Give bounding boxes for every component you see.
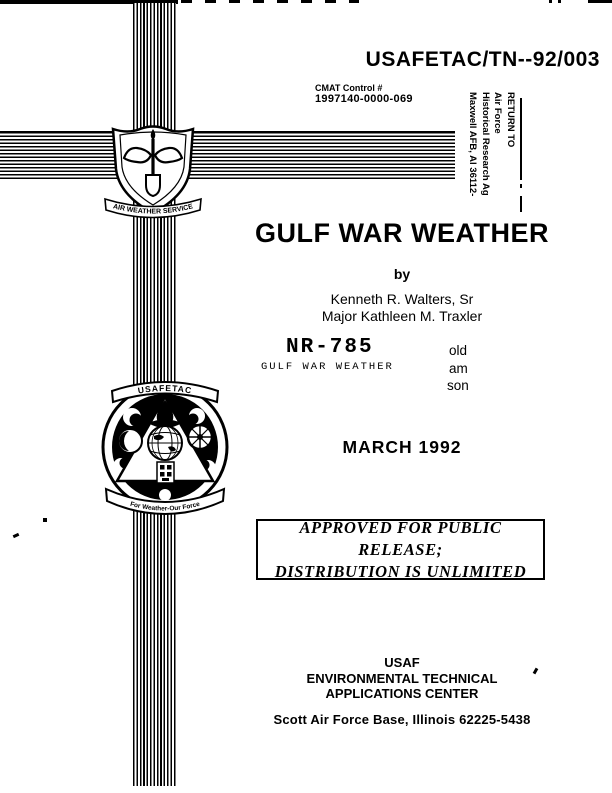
page-title: GULF WAR WEATHER: [255, 218, 549, 248]
obscured-fragment-3: son: [447, 378, 469, 393]
library-stamp-label: GULF WAR WEATHER: [261, 361, 394, 373]
scan-edge-dashes: [181, 0, 359, 3]
publisher-line-3: APPLICATIONS CENTER: [325, 686, 479, 701]
return-stamp-line-1: RETURN TO: [505, 92, 516, 148]
shield-staff: [151, 139, 154, 179]
seal-bottom-banner-text: For Weather-Our Force: [129, 500, 201, 513]
return-stamp-line-3: Historical Research Ag: [480, 92, 491, 196]
publisher-line-1: USAF: [384, 655, 420, 670]
obscured-fragment-2: am: [449, 361, 468, 376]
cmat-control-number: 1997140-0000-069: [315, 93, 413, 105]
distribution-line-2: DISTRIBUTION IS UNLIMITED: [274, 561, 527, 581]
seal-top-banner-text: USAFETAC: [136, 382, 194, 396]
distribution-line-1: APPROVED FOR PUBLIC RELEASE;: [299, 517, 502, 559]
scan-noise-speck: [43, 518, 47, 522]
publisher-name-block: [192, 655, 612, 702]
return-stamp-line-2: Air Force: [492, 92, 504, 134]
fold-mark-line: [520, 98, 522, 180]
fold-mark-dot: [520, 184, 522, 188]
byline: by: [393, 266, 411, 282]
shield-banner-text: AIR WEATHER SERVICE: [112, 203, 194, 216]
publisher-address: Scott Air Force Base, Illinois 62225-5438: [273, 712, 531, 727]
horizontal-stripe-band: [0, 131, 455, 179]
return-address-stamp: [464, 92, 516, 218]
scan-edge-line-right: [588, 0, 612, 3]
library-stamp-number: NR-785: [286, 336, 374, 359]
cmat-control-block: [315, 83, 413, 105]
author-line-1: Kenneth R. Walters, Sr: [330, 291, 474, 307]
publication-date: MARCH 1992: [342, 437, 462, 457]
obscured-fragment-1: old: [449, 343, 468, 358]
publisher-line-2: ENVIRONMENTAL TECHNICAL: [306, 670, 498, 686]
fold-mark-dash: [520, 196, 522, 212]
report-number: USAFETAC/TN--92/003: [365, 48, 600, 71]
author-line-2: Major Kathleen M. Traxler: [321, 308, 483, 324]
cmat-control-label: CMAT Control #: [315, 83, 383, 93]
scan-noise-speck: [13, 533, 20, 538]
scan-edge-dots: [549, 0, 567, 3]
shield-crest: [146, 175, 160, 196]
distribution-statement-box: [256, 519, 545, 580]
return-stamp-line-4: Maxwell AFB, Al 36112-: [467, 92, 479, 197]
air-weather-service-shield-icon: [100, 117, 206, 223]
